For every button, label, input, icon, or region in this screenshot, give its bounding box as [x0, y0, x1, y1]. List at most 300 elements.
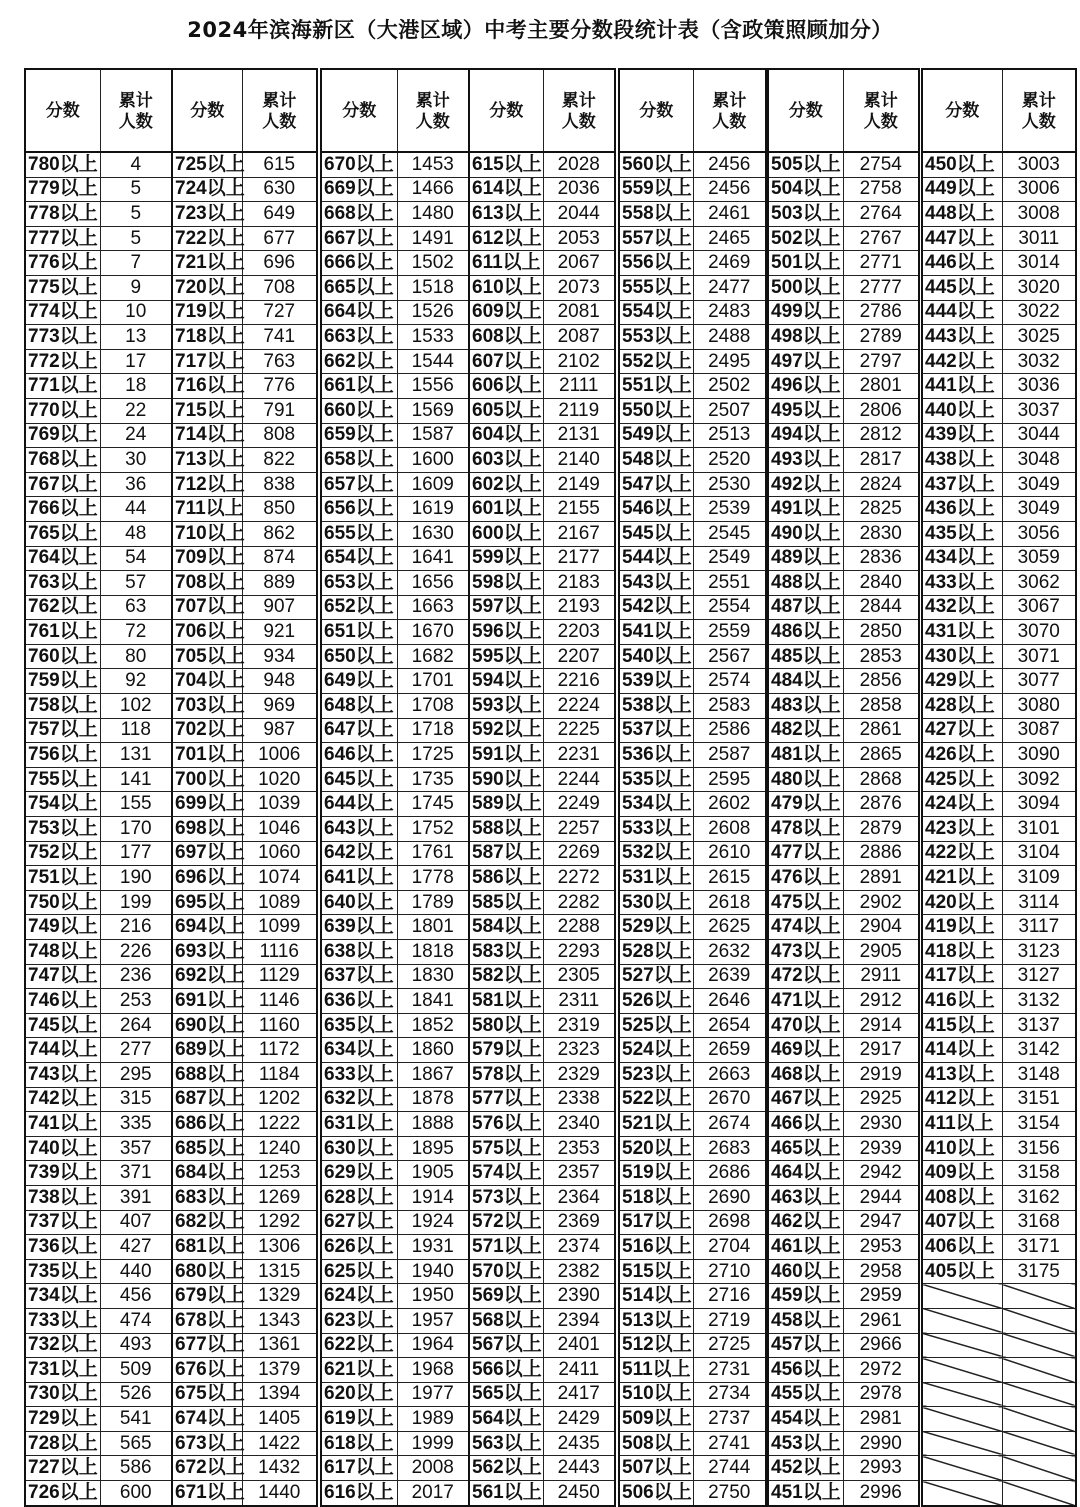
score-cell: 623以上 [321, 1308, 397, 1333]
count-cell: 1329 [242, 1284, 317, 1309]
score-cell: 524以上 [619, 1038, 693, 1063]
table-row [469, 1161, 615, 1186]
table-row [25, 964, 172, 989]
count-cell: 1630 [397, 521, 469, 546]
table-row [768, 1456, 919, 1481]
score-cell: 654以上 [321, 546, 397, 571]
score-cell: 525以上 [619, 1013, 693, 1038]
count-cell: 177 [100, 841, 172, 866]
score-cell: 576以上 [469, 1112, 543, 1137]
score-cell: 743以上 [25, 1062, 100, 1087]
score-cell: 496以上 [768, 374, 843, 399]
score-cell: 542以上 [619, 595, 693, 620]
table-row [321, 275, 469, 300]
count-cell: 1641 [397, 546, 469, 571]
table-row [922, 1087, 1076, 1112]
count-cell: 216 [100, 915, 172, 940]
count-cell: 3071 [1002, 644, 1076, 669]
count-cell: 2140 [543, 448, 615, 473]
table-row [469, 398, 615, 423]
score-cell: 482以上 [768, 718, 843, 743]
count-cell: 2036 [543, 177, 615, 202]
score-cell: 574以上 [469, 1161, 543, 1186]
table-row [25, 1259, 172, 1284]
count-cell: 2879 [843, 817, 919, 842]
score-cell: 556以上 [619, 251, 693, 276]
table-row [321, 915, 469, 940]
score-cell: 597以上 [469, 595, 543, 620]
score-cell: 569以上 [469, 1284, 543, 1309]
score-cell: 559以上 [619, 177, 693, 202]
score-cell: 558以上 [619, 202, 693, 227]
count-cell: 2249 [543, 792, 615, 817]
count-cell: 3032 [1002, 349, 1076, 374]
count-cell: 80 [100, 644, 172, 669]
table-row [619, 1210, 766, 1235]
score-cell: 598以上 [469, 571, 543, 596]
score-cell: 702以上 [172, 718, 242, 743]
table-row [469, 423, 615, 448]
score-cell: 694以上 [172, 915, 242, 940]
count-cell: 2595 [693, 767, 766, 792]
table-row [768, 841, 919, 866]
table-row [172, 1481, 317, 1506]
count-cell: 1778 [397, 866, 469, 891]
table-row [619, 1431, 766, 1456]
table-row [172, 497, 317, 522]
count-cell: 3062 [1002, 571, 1076, 596]
count-cell: 1518 [397, 275, 469, 300]
table-row [768, 571, 919, 596]
table-row [321, 1235, 469, 1260]
score-cell: 503以上 [768, 202, 843, 227]
table-row [321, 398, 469, 423]
table-row [25, 890, 172, 915]
table-row [172, 669, 317, 694]
score-cell: 665以上 [321, 275, 397, 300]
score-cell: 553以上 [619, 325, 693, 350]
count-cell: 2789 [843, 325, 919, 350]
count-cell: 2155 [543, 497, 615, 522]
count-cell: 1569 [397, 398, 469, 423]
count-cell: 615 [242, 152, 317, 177]
score-cell: 739以上 [25, 1161, 100, 1186]
score-cell: 590以上 [469, 767, 543, 792]
score-cell: 677以上 [172, 1333, 242, 1358]
count-cell: 3022 [1002, 300, 1076, 325]
score-cell: 453以上 [768, 1431, 843, 1456]
count-cell: 2806 [843, 398, 919, 423]
count-cell: 2574 [693, 669, 766, 694]
count-cell: 2731 [693, 1358, 766, 1383]
score-cell: 766以上 [25, 497, 100, 522]
score-cell: 714以上 [172, 423, 242, 448]
table-row [172, 964, 317, 989]
count-cell: 1006 [242, 743, 317, 768]
table-row [172, 448, 317, 473]
score-cell: 497以上 [768, 349, 843, 374]
score-cell: 428以上 [922, 694, 1002, 719]
score-cell: 513以上 [619, 1308, 693, 1333]
table-row [321, 1284, 469, 1309]
table-row [768, 546, 919, 571]
count-cell: 2435 [543, 1431, 615, 1456]
table-row [619, 620, 766, 645]
table-row [922, 718, 1076, 743]
table-row [619, 595, 766, 620]
table-row [469, 202, 615, 227]
table-row [768, 374, 919, 399]
score-cell: 548以上 [619, 448, 693, 473]
table-row [922, 300, 1076, 325]
count-cell: 1830 [397, 964, 469, 989]
count-cell: 2177 [543, 546, 615, 571]
score-cell: 629以上 [321, 1161, 397, 1186]
table-row [922, 1013, 1076, 1038]
table-row [172, 1235, 317, 1260]
count-cell: 2777 [843, 275, 919, 300]
table-row [172, 1358, 317, 1383]
table-row [172, 423, 317, 448]
count-cell: 2102 [543, 349, 615, 374]
score-cell: 444以上 [922, 300, 1002, 325]
count-cell: 1852 [397, 1013, 469, 1038]
table-row [619, 964, 766, 989]
count-cell: 2369 [543, 1210, 615, 1235]
score-cell: 715以上 [172, 398, 242, 423]
table-row [768, 325, 919, 350]
score-cell: 779以上 [25, 177, 100, 202]
table-row [469, 767, 615, 792]
score-cell: 405以上 [922, 1259, 1002, 1284]
empty-cell [922, 1284, 1002, 1309]
count-cell: 1343 [242, 1308, 317, 1333]
score-cell: 731以上 [25, 1358, 100, 1383]
table-row [768, 620, 919, 645]
score-cell: 678以上 [172, 1308, 242, 1333]
count-cell: 2469 [693, 251, 766, 276]
table-row [321, 1210, 469, 1235]
score-cell: 492以上 [768, 472, 843, 497]
count-cell: 1466 [397, 177, 469, 202]
score-cell: 753以上 [25, 817, 100, 842]
count-cell: 5 [100, 202, 172, 227]
table-row [619, 1284, 766, 1309]
score-cell: 526以上 [619, 989, 693, 1014]
table-row [619, 841, 766, 866]
count-cell: 987 [242, 718, 317, 743]
count-cell: 1432 [242, 1456, 317, 1481]
empty-cell [922, 1333, 1002, 1358]
table-row [469, 743, 615, 768]
score-cell: 442以上 [922, 349, 1002, 374]
score-cell: 723以上 [172, 202, 242, 227]
table-row [25, 1112, 172, 1137]
score-cell: 565以上 [469, 1382, 543, 1407]
score-cell: 640以上 [321, 890, 397, 915]
score-cell: 774以上 [25, 300, 100, 325]
count-cell: 1708 [397, 694, 469, 719]
table-row [922, 275, 1076, 300]
score-cell: 544以上 [619, 546, 693, 571]
score-cell: 668以上 [321, 202, 397, 227]
table-row [25, 325, 172, 350]
count-cell: 2513 [693, 423, 766, 448]
count-cell: 1440 [242, 1481, 317, 1506]
score-cell: 712以上 [172, 472, 242, 497]
table-row [25, 595, 172, 620]
table-row [321, 743, 469, 768]
empty-cell [1002, 1333, 1076, 1358]
count-cell: 4 [100, 152, 172, 177]
score-cell: 622以上 [321, 1333, 397, 1358]
table-row [619, 1185, 766, 1210]
score-cell: 703以上 [172, 694, 242, 719]
count-cell: 2329 [543, 1062, 615, 1087]
count-cell: 2978 [843, 1382, 919, 1407]
table-row [25, 989, 172, 1014]
score-cell: 537以上 [619, 718, 693, 743]
table-row [469, 275, 615, 300]
score-cell: 758以上 [25, 694, 100, 719]
count-cell: 2876 [843, 792, 919, 817]
score-cell: 452以上 [768, 1456, 843, 1481]
count-cell: 277 [100, 1038, 172, 1063]
count-cell: 2771 [843, 251, 919, 276]
count-cell: 1682 [397, 644, 469, 669]
table-row [619, 1013, 766, 1038]
count-cell: 2764 [843, 202, 919, 227]
score-cell: 606以上 [469, 374, 543, 399]
score-cell: 504以上 [768, 177, 843, 202]
score-cell: 609以上 [469, 300, 543, 325]
table-row [619, 152, 766, 177]
table-row [25, 300, 172, 325]
count-cell: 2990 [843, 1431, 919, 1456]
score-cell: 509以上 [619, 1407, 693, 1432]
score-cell: 477以上 [768, 841, 843, 866]
score-cell: 773以上 [25, 325, 100, 350]
table-row [768, 964, 919, 989]
table-row [469, 817, 615, 842]
score-cell: 487以上 [768, 595, 843, 620]
table-row [922, 398, 1076, 423]
empty-cell [922, 1382, 1002, 1407]
count-cell: 2912 [843, 989, 919, 1014]
score-cell: 656以上 [321, 497, 397, 522]
score-cell: 478以上 [768, 817, 843, 842]
table-row [922, 1161, 1076, 1186]
score-cell: 760以上 [25, 644, 100, 669]
table-row [172, 398, 317, 423]
count-cell: 17 [100, 349, 172, 374]
score-cell: 455以上 [768, 1382, 843, 1407]
table-row [321, 1333, 469, 1358]
count-cell: 2674 [693, 1112, 766, 1137]
table-row [619, 1481, 766, 1506]
table-row [768, 1038, 919, 1063]
count-cell: 2716 [693, 1284, 766, 1309]
table-row [25, 1308, 172, 1333]
table-row [768, 915, 919, 940]
score-block [468, 68, 616, 1507]
count-cell: 2131 [543, 423, 615, 448]
empty-cell [1002, 1431, 1076, 1456]
table-row [25, 1185, 172, 1210]
score-cell: 471以上 [768, 989, 843, 1014]
count-cell: 2824 [843, 472, 919, 497]
table-row [619, 1456, 766, 1481]
table-row [321, 1481, 469, 1506]
score-cell: 655以上 [321, 521, 397, 546]
count-cell: 170 [100, 817, 172, 842]
score-cell: 638以上 [321, 940, 397, 965]
table-row [922, 349, 1076, 374]
count-cell: 3067 [1002, 595, 1076, 620]
table-row [469, 1382, 615, 1407]
score-cell: 449以上 [922, 177, 1002, 202]
table-row [25, 718, 172, 743]
score-cell: 630以上 [321, 1136, 397, 1161]
table-row [469, 1062, 615, 1087]
score-cell: 515以上 [619, 1259, 693, 1284]
count-cell: 2996 [843, 1481, 919, 1506]
count-cell: 2081 [543, 300, 615, 325]
table-row [25, 1038, 172, 1063]
count-cell: 2817 [843, 448, 919, 473]
count-cell: 2690 [693, 1185, 766, 1210]
count-cell: 1818 [397, 940, 469, 965]
score-cell: 421以上 [922, 866, 1002, 891]
count-cell: 2461 [693, 202, 766, 227]
table-row [25, 915, 172, 940]
score-cell: 439以上 [922, 423, 1002, 448]
count-cell: 1752 [397, 817, 469, 842]
count-cell: 3048 [1002, 448, 1076, 473]
count-cell: 2587 [693, 743, 766, 768]
table-row [469, 866, 615, 891]
cumulative-header: 累计 人数 [1002, 69, 1076, 152]
score-cell: 727以上 [25, 1456, 100, 1481]
count-cell: 850 [242, 497, 317, 522]
score-cell: 541以上 [619, 620, 693, 645]
table-row [321, 1308, 469, 1333]
count-cell: 1089 [242, 890, 317, 915]
score-cell: 721以上 [172, 251, 242, 276]
count-cell: 474 [100, 1308, 172, 1333]
count-cell: 1422 [242, 1431, 317, 1456]
count-cell: 2073 [543, 275, 615, 300]
count-cell: 2443 [543, 1456, 615, 1481]
score-cell: 429以上 [922, 669, 1002, 694]
count-cell: 36 [100, 472, 172, 497]
count-cell: 1379 [242, 1358, 317, 1383]
count-cell: 2659 [693, 1038, 766, 1063]
empty-cell [1002, 1308, 1076, 1333]
score-cell: 461以上 [768, 1235, 843, 1260]
count-cell: 2483 [693, 300, 766, 325]
score-cell: 538以上 [619, 694, 693, 719]
count-cell: 2886 [843, 841, 919, 866]
table-row [25, 1062, 172, 1087]
empty-cell [1002, 1284, 1076, 1309]
count-cell: 5 [100, 177, 172, 202]
count-cell: 741 [242, 325, 317, 350]
table-row [922, 1235, 1076, 1260]
count-cell: 1253 [242, 1161, 317, 1186]
count-cell: 2865 [843, 743, 919, 768]
table-row [172, 1210, 317, 1235]
count-cell: 3154 [1002, 1112, 1076, 1137]
score-cell: 423以上 [922, 817, 1002, 842]
table-row [768, 792, 919, 817]
count-cell: 5 [100, 226, 172, 251]
table-row [922, 226, 1076, 251]
count-cell: 862 [242, 521, 317, 546]
count-cell: 2586 [693, 718, 766, 743]
table-row [321, 152, 469, 177]
table-row [768, 226, 919, 251]
score-cell: 502以上 [768, 226, 843, 251]
table-row [619, 669, 766, 694]
table-row [768, 767, 919, 792]
score-cell: 419以上 [922, 915, 1002, 940]
count-cell: 1718 [397, 718, 469, 743]
table-row [922, 423, 1076, 448]
table-row [25, 1087, 172, 1112]
count-cell: 2364 [543, 1185, 615, 1210]
table-row [172, 546, 317, 571]
table-row [172, 1407, 317, 1432]
count-cell: 493 [100, 1333, 172, 1358]
score-cell: 684以上 [172, 1161, 242, 1186]
count-cell: 3142 [1002, 1038, 1076, 1063]
table-row [619, 398, 766, 423]
table-row [619, 1333, 766, 1358]
count-cell: 2183 [543, 571, 615, 596]
score-cell: 447以上 [922, 226, 1002, 251]
score-cell: 552以上 [619, 349, 693, 374]
count-cell: 1968 [397, 1358, 469, 1383]
score-cell: 441以上 [922, 374, 1002, 399]
table-row [25, 497, 172, 522]
score-cell: 744以上 [25, 1038, 100, 1063]
score-cell: 653以上 [321, 571, 397, 596]
count-cell: 9 [100, 275, 172, 300]
score-cell: 543以上 [619, 571, 693, 596]
score-cell: 459以上 [768, 1284, 843, 1309]
count-cell: 948 [242, 669, 317, 694]
score-cell: 775以上 [25, 275, 100, 300]
table-row [768, 1185, 919, 1210]
score-cell: 580以上 [469, 1013, 543, 1038]
table-row [172, 841, 317, 866]
table-row [469, 152, 615, 177]
score-cell: 778以上 [25, 202, 100, 227]
count-cell: 2401 [543, 1333, 615, 1358]
table-row [922, 841, 1076, 866]
table-row [922, 1210, 1076, 1235]
table-row [25, 1136, 172, 1161]
count-cell: 3008 [1002, 202, 1076, 227]
score-cell: 519以上 [619, 1161, 693, 1186]
score-cell: 536以上 [619, 743, 693, 768]
score-cell: 636以上 [321, 989, 397, 1014]
score-cell: 589以上 [469, 792, 543, 817]
table-row [619, 743, 766, 768]
score-cell: 770以上 [25, 398, 100, 423]
score-cell: 641以上 [321, 866, 397, 891]
